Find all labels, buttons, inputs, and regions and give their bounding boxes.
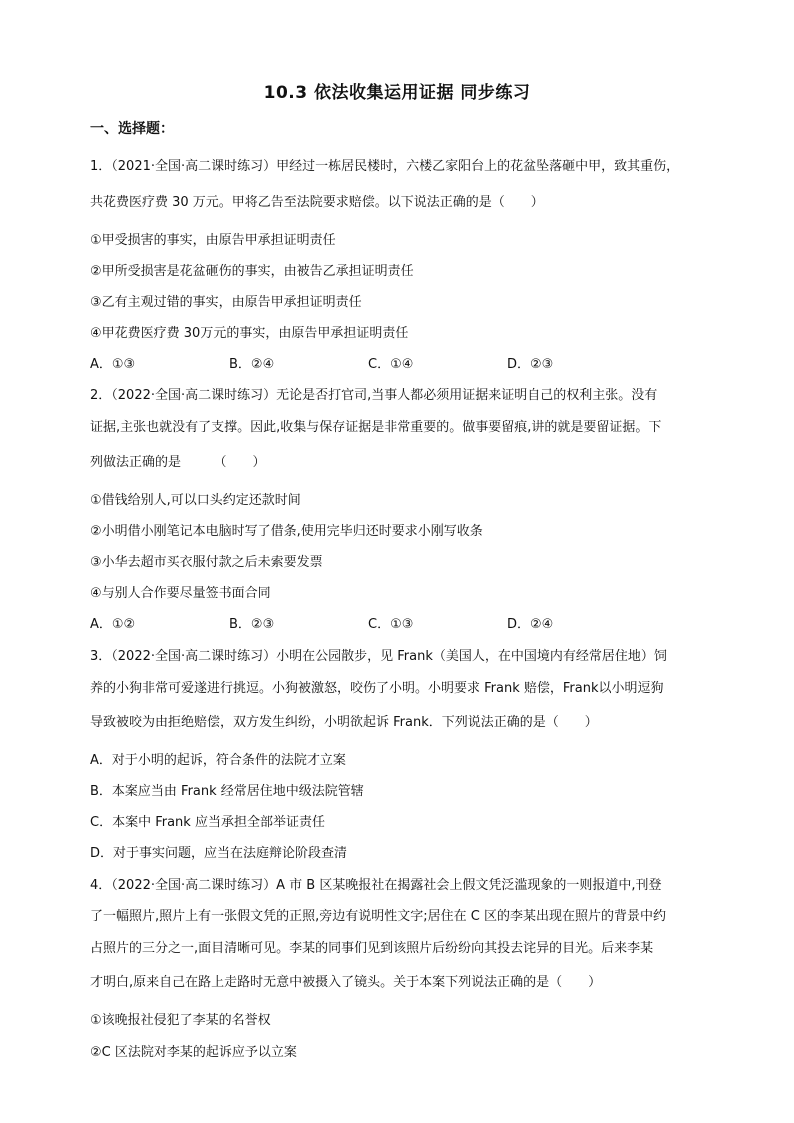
q1-option-a[interactable]: A．①③ bbox=[90, 357, 136, 372]
q2-statement-1: ①借钱给别人,可以口头约定还款时间 bbox=[90, 493, 301, 508]
q3-stem-line-1: 3．（2022·全国·高二课时练习）小明在公园散步，见 Frank（美国人，在中国境内有经常居住地）饲 bbox=[90, 649, 667, 664]
q4-stem-line-1: 4．（2022·全国·高二课时练习）A 市 B 区某晚报社在揭露社会上假文凭泛滥现象的一则报道中,刊登 bbox=[90, 878, 662, 893]
q1-statement-3: ③乙有主观过错的事实，由原告甲承担证明责任 bbox=[90, 295, 362, 310]
q2-statement-3: ③小华去超市买衣服付款之后未索要发票 bbox=[90, 555, 323, 570]
page-title: 10.3 依法收集运用证据 同步练习 bbox=[263, 83, 531, 103]
q1-statement-1: ①甲受损害的事实，由原告甲承担证明责任 bbox=[90, 233, 336, 248]
q1-statement-4: ④甲花费医疗费 30万元的事实，由原告甲承担证明责任 bbox=[90, 326, 409, 341]
section-heading: 一、选择题： bbox=[90, 121, 174, 137]
q1-option-b[interactable]: B．②④ bbox=[229, 357, 275, 372]
q4-stem-line-2: 了一幅照片,照片上有一张假文凭的正照,旁边有说明性文字;居住在 C 区的李某出现在照片的背景中约 bbox=[90, 909, 666, 924]
q2-option-a[interactable]: A．①② bbox=[90, 617, 136, 632]
q1-stem-line-1: 1．（2021·全国·高二课时练习）甲经过一栋居民楼时，六楼乙家阳台上的花盆坠落砸中甲，致其重伤， bbox=[90, 159, 680, 174]
q2-stem-line-3: 列做法正确的是 （ ） bbox=[90, 455, 266, 470]
q2-statement-4: ④与别人合作要尽量签书面合同 bbox=[90, 586, 271, 601]
q2-statement-2: ②小明借小刚笔记本电脑时写了借条,使用完毕归还时要求小刚写收条 bbox=[90, 524, 483, 539]
q2-stem-line-2: 证据,主张也就没有了支撑。因此,收集与保存证据是非常重要的。做事要留痕,讲的就是要留证据。下 bbox=[90, 420, 662, 435]
q2-option-d[interactable]: D．②④ bbox=[507, 617, 554, 632]
q3-option-b[interactable]: B．本案应当由 Frank 经常居住地中级法院管辖 bbox=[90, 784, 364, 799]
q3-option-a[interactable]: A．对于小明的起诉，符合条件的法院才立案 bbox=[90, 753, 346, 768]
q1-statement-2: ②甲所受损害是花盆砸伤的事实，由被告乙承担证明责任 bbox=[90, 264, 414, 279]
q2-option-c[interactable]: C．①③ bbox=[368, 617, 414, 632]
q3-stem-line-3: 导致被咬为由拒绝赔偿，双方发生纠纷，小明欲起诉 Frank．下列说法正确的是（ ） bbox=[90, 715, 598, 730]
q4-statement-1: ①该晚报社侵犯了李某的名誉权 bbox=[90, 1013, 271, 1028]
q4-stem-line-3: 占照片的三分之一,面目清晰可见。李某的同事们见到该照片后纷纷向其投去诧异的目光。后来李某 bbox=[90, 941, 654, 956]
q4-statement-2: ②C 区法院对李某的起诉应予以立案 bbox=[90, 1045, 297, 1060]
q4-stem-line-4: 才明白,原来自己在路上走路时无意中被摄入了镜头。关于本案下列说法正确的是（ ） bbox=[90, 975, 602, 990]
q1-option-c[interactable]: C．①④ bbox=[368, 357, 414, 372]
q2-stem-line-1: 2．（2022·全国·高二课时练习）无论是否打官司,当事人都必须用证据来证明自己的权利主张。没有 bbox=[90, 388, 658, 403]
q3-stem-line-2: 养的小狗非常可爱遂进行挑逗。小狗被激怒，咬伤了小明。小明要求 Frank 赔偿，Frank以小明逗狗 bbox=[90, 681, 664, 696]
q1-stem-line-2: 共花费医疗费 30 万元。甲将乙告至法院要求赔偿。以下说法正确的是（ ） bbox=[90, 195, 544, 210]
q2-option-b[interactable]: B．②③ bbox=[229, 617, 275, 632]
q3-option-c[interactable]: C．本案中 Frank 应当承担全部举证责任 bbox=[90, 815, 325, 830]
q3-option-d[interactable]: D．对于事实问题，应当在法庭辩论阶段查清 bbox=[90, 846, 348, 861]
q1-option-d[interactable]: D．②③ bbox=[507, 357, 554, 372]
